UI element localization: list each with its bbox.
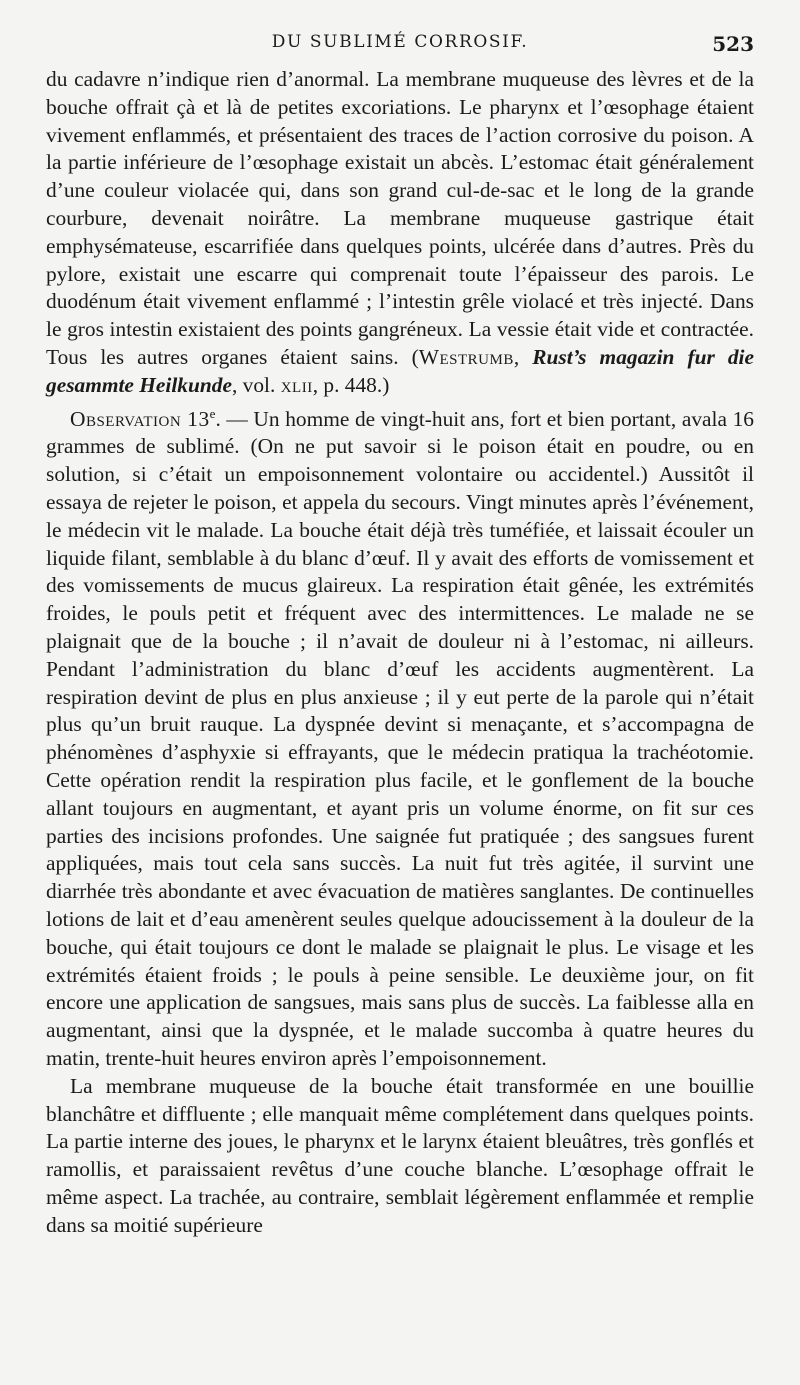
text-run: . — Un homme de vingt-huit ans, fort et bien portant, avala 16 grammes de sublimé. (On ne put savoir si le poison était en poudre, ou en solution, si c’était un empoisonnement volontaire ou accidentel.) Aussitôt il essaya de rejeter le poison, et appela du secours. Vingt minutes après l’événement, le médecin vit le malade. La bouche était déjà très tuméfiée, et laissait écouler un liquide filant, semblable à du blanc d’œuf. Il y avait des efforts de vomissement et des vomissements de mucus glaireux. La respiration était gênée, les extrémités froides, le pouls petit et fréquent avec des intermittences. Le malade ne se plaignait que de la bouche ; il n’avait de douleur ni à l’estomac, ni ailleurs. Pendant l’administration du blanc d’œuf les accidents augmentèrent. La respiration devint de plus en plus anxieuse ; il y eut perte de la parole qui n’était plus qu’un bruit rauque. La dyspnée devint si menaçante, et s’accompagna de phénomènes d’asphyxie si effrayants, que le médecin pratiqua la trachéotomie. Cette opération rendit la respiration plus facile, et le gonflement de la bouche allant toujours en augmentant, et ayant pris un volume énorme, on fit sur ces parties des incisions profondes. Une saignée fut pratiquée ; des sangsues furent appliquées, mais tout cela sans succès. La nuit fut très agitée, il survint une diarrhée très abondante et avec évacuation de matières sanglantes. De continuelles lotions de lait et d’eau amenèrent seules quelque adoucissement à la douleur de la bouche, qui était toujours ce dont le malade se plaignait le plus. Le visage et les extrémités étaient froids ; le pouls à peine sensible. Le deuxième jour, on fit encore une application de sangsues, mais sans plus de succès. La faiblesse alla en augmentant, ainsi que la dyspnée, et le malade succomba à quatre heures du matin, trente-huit heures environ après l’empoisonnement. — [46, 406, 754, 1071]
text-run: , vol. — [231, 372, 281, 397]
citation-volume: xlii — [280, 372, 313, 397]
paragraph-autopsy — [46, 1073, 754, 1240]
observation-label: Observation 13 — [70, 406, 210, 431]
body-text — [46, 66, 754, 1240]
text-run: , p. 448.) — [312, 372, 390, 397]
running-head — [46, 32, 754, 64]
paragraph-observation-13 — [46, 400, 754, 1073]
text-run: La membrane muqueuse de la bouche était transformée en une bouillie blanchâtre et diffluente ; elle manquait même complétement dans quelques points. La partie interne des joues, le pharynx et le larynx étaient bleuâtres, très gonflés et ramollis, et paraissaient revêtus d’une couche blanche. L’œsophage offrait le même aspect. La trachée, au contraire, semblait légèrement enflammée et remplie dans sa moitié supérieure — [46, 1073, 754, 1237]
text-run: du cadavre n’indique rien d’anormal. La membrane muqueuse des lèvres et de la bouche offrait çà et là de petites excoriations. Le pharynx et l’œsophage étaient vivement enflammés, et présentaient des traces de l’action corrosive du poison. A la partie inférieure de l’œsophage existait un abcès. L’estomac était généralement d’une couleur violacée qui, dans son grand cul-de-sac et le long de la grande courbure, devenait noirâtre. La membrane muqueuse gastrique était emphysémateuse, escarrifiée dans quelques points, ulcérée dans d’autres. Près du pylore, existait une escarre qui comprenait toute l’épaisseur des parois. Le duodénum était vivement enflammé ; l’intestin grêle violacé et très injecté. Dans le gros intestin existaient des points gangréneux. La vessie était vide et contractée. Tous les autres organes étaient sains. ( — [46, 67, 754, 369]
paragraph-case-continuation — [46, 66, 754, 400]
page-number: 523 — [712, 32, 754, 56]
text-run: , — [513, 344, 533, 369]
citation-journal: Rust’s magazin fur die gesammte Heilkunde — [46, 344, 754, 397]
citation-author: Westrumb — [418, 344, 514, 369]
running-title: DU SUBLIMÉ CORROSIF. — [271, 32, 529, 52]
observation-label-superscript: e — [209, 405, 216, 421]
